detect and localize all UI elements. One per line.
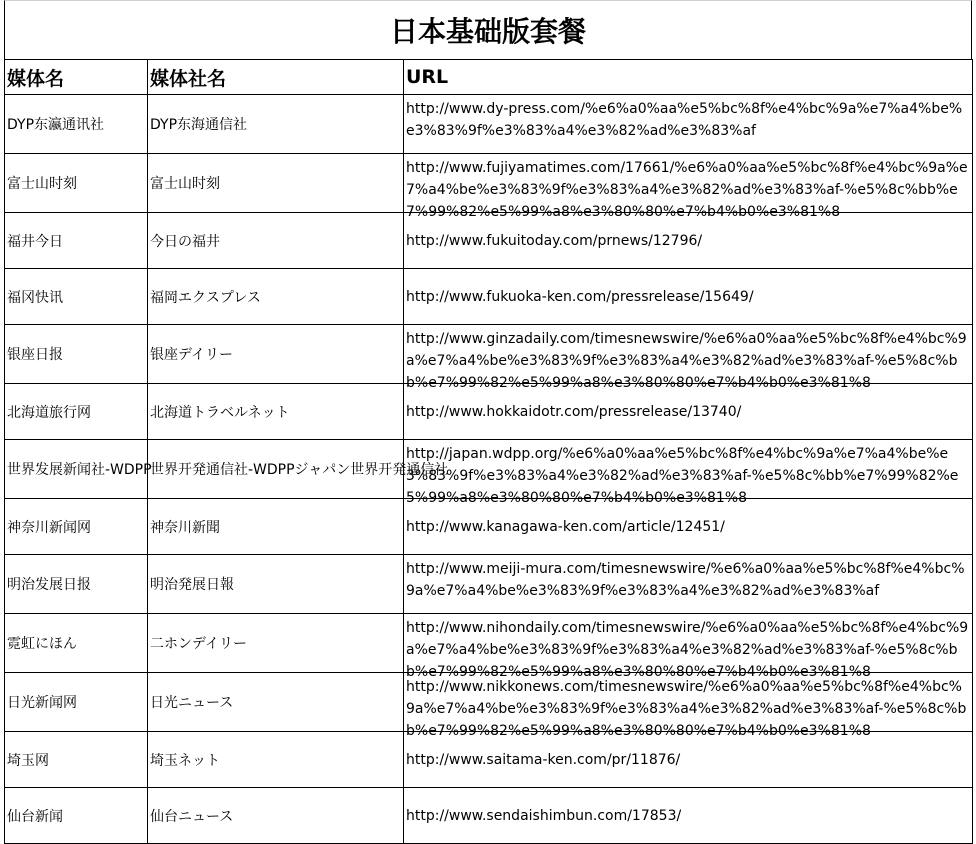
table-row <box>5 440 973 499</box>
table-row <box>5 154 973 213</box>
media-name-cell[interactable]: 神奈川新闻网 <box>5 499 148 555</box>
media-company-cell[interactable]: 世界开発通信社-WDPPジャパン世界开発通信社 <box>148 440 404 499</box>
url-text: http://www.fukuoka-ken.com/pressrelease/15649/ <box>406 288 754 305</box>
media-name-cell[interactable]: 日光新闻网 <box>5 673 148 732</box>
header-media-name[interactable]: 媒体名 <box>5 60 148 95</box>
url-cell[interactable] <box>404 614 973 680</box>
media-company-cell[interactable]: 二ホンデイリー <box>148 614 404 673</box>
header-row <box>5 60 973 95</box>
url-text: http://www.hokkaidotr.com/pressrelease/13740/ <box>406 403 742 420</box>
url-cell[interactable] <box>404 440 973 506</box>
media-name-cell[interactable]: 福冈快讯 <box>5 269 148 325</box>
media-name-cell[interactable]: DYP东瀛通讯社 <box>5 95 148 154</box>
header-media-company[interactable]: 媒体社名 <box>148 60 404 95</box>
media-name-cell[interactable]: 世界发展新闻社-WDPP <box>5 440 148 499</box>
table-row <box>5 269 973 325</box>
url-cell[interactable] <box>404 673 973 739</box>
table-row <box>5 673 973 732</box>
url-text: http://www.sendaishimbun.com/17853/ <box>406 807 682 824</box>
media-company-cell[interactable]: 银座デイリー <box>148 325 404 384</box>
media-name-cell[interactable]: 明治发展日报 <box>5 555 148 614</box>
media-company-cell[interactable]: 富士山时刻 <box>148 154 404 213</box>
url-text: http://www.fujiyamatimes.com/17661/%e6%a0%aa%e5%bc%8f%e4%bc%9a%e7%a4%be%e3%83%9f%e3%83%a4%e3%82%ad%e3%83%af-%e5%8c%bb%e7%99%82%e5%99%a8%e3%80%80%e7%b4%b0%e3%81%8 <box>406 160 968 220</box>
media-company-cell[interactable]: 埼玉ネット <box>148 732 404 788</box>
url-cell[interactable] <box>404 788 973 844</box>
url-cell[interactable] <box>404 95 973 154</box>
media-name-cell[interactable]: 仙台新闻 <box>5 788 148 844</box>
media-company-cell[interactable]: 神奈川新聞 <box>148 499 404 555</box>
url-text: http://www.meiji-mura.com/timesnewswire/%e6%a0%aa%e5%bc%8f%e4%bc%9a%e7%a4%be%e3%83%9f%e3%83%a4%e3%82%ad%e3%83%af <box>406 561 965 599</box>
table-row <box>5 325 973 384</box>
url-text: http://www.dy-press.com/%e6%a0%aa%e5%bc%8f%e4%bc%9a%e7%a4%be%e3%83%9f%e3%83%a4%e3%82%ad%e3%83%af <box>406 101 963 139</box>
url-text: http://japan.wdpp.org/%e6%a0%aa%e5%bc%8f%e4%bc%9a%e7%a4%be%e3%83%9f%e3%83%a4%e3%82%ad%e3%83%af-%e5%8c%bb%e7%99%82%e5%99%a8%e3%80%80%e7%b4%b0%e3%81%8 <box>406 446 959 506</box>
media-name-cell[interactable]: 福井今日 <box>5 213 148 269</box>
url-text: http://www.fukuitoday.com/prnews/12796/ <box>406 232 703 249</box>
media-name-cell[interactable]: 埼玉网 <box>5 732 148 788</box>
media-table <box>4 59 973 844</box>
url-cell[interactable] <box>404 269 973 325</box>
url-text: http://www.ginzadaily.com/timesnewswire/%e6%a0%aa%e5%bc%8f%e4%bc%9a%e7%a4%be%e3%83%9f%e3%83%a4%e3%82%ad%e3%83%af-%e5%8c%bb%e7%99%82%e5%99%a8%e3%80%80%e7%b4%b0%e3%81%8 <box>406 331 967 391</box>
media-name-cell[interactable]: 银座日报 <box>5 325 148 384</box>
media-company-cell[interactable]: 福岡エクスプレス <box>148 269 404 325</box>
table-row <box>5 555 973 614</box>
url-cell[interactable] <box>404 154 973 220</box>
media-company-cell[interactable]: 日光ニュース <box>148 673 404 732</box>
url-text: http://www.nikkonews.com/timesnewswire/%e6%a0%aa%e5%bc%8f%e4%bc%9a%e7%a4%be%e3%83%9f%e3%83%a4%e3%82%ad%e3%83%af-%e5%8c%bb%e7%99%82%e5%99%a8%e3%80%80%e7%b4%b0%e3%81%8 <box>406 679 967 739</box>
url-text: http://www.nihondaily.com/timesnewswire/%e6%a0%aa%e5%bc%8f%e4%bc%9a%e7%a4%be%e3%83%9f%e3%83%a4%e3%82%ad%e3%83%af-%e5%8c%bb%e7%99%82%e5%99%a8%e3%80%80%e7%b4%b0%e3%81%8 <box>406 620 969 680</box>
table-row <box>5 95 973 154</box>
url-cell[interactable] <box>404 325 973 391</box>
media-name-cell[interactable]: 富士山时刻 <box>5 154 148 213</box>
sheet-title: 日本基础版套餐 <box>4 0 972 59</box>
media-company-cell[interactable]: 仙台ニュース <box>148 788 404 844</box>
table-row <box>5 788 973 844</box>
media-company-cell[interactable]: DYP东海通信社 <box>148 95 404 154</box>
media-name-cell[interactable]: 霓虹にほん <box>5 614 148 673</box>
url-cell[interactable] <box>404 555 973 614</box>
media-company-cell[interactable]: 今日の福井 <box>148 213 404 269</box>
header-url[interactable]: URL <box>404 60 973 95</box>
table-row <box>5 614 973 673</box>
url-text: http://www.saitama-ken.com/pr/11876/ <box>406 751 681 768</box>
media-company-cell[interactable]: 明治発展日報 <box>148 555 404 614</box>
spreadsheet <box>4 0 972 828</box>
url-text: http://www.kanagawa-ken.com/article/12451/ <box>406 518 725 535</box>
media-name-cell[interactable]: 北海道旅行网 <box>5 384 148 440</box>
media-company-cell[interactable]: 北海道トラベルネット <box>148 384 404 440</box>
